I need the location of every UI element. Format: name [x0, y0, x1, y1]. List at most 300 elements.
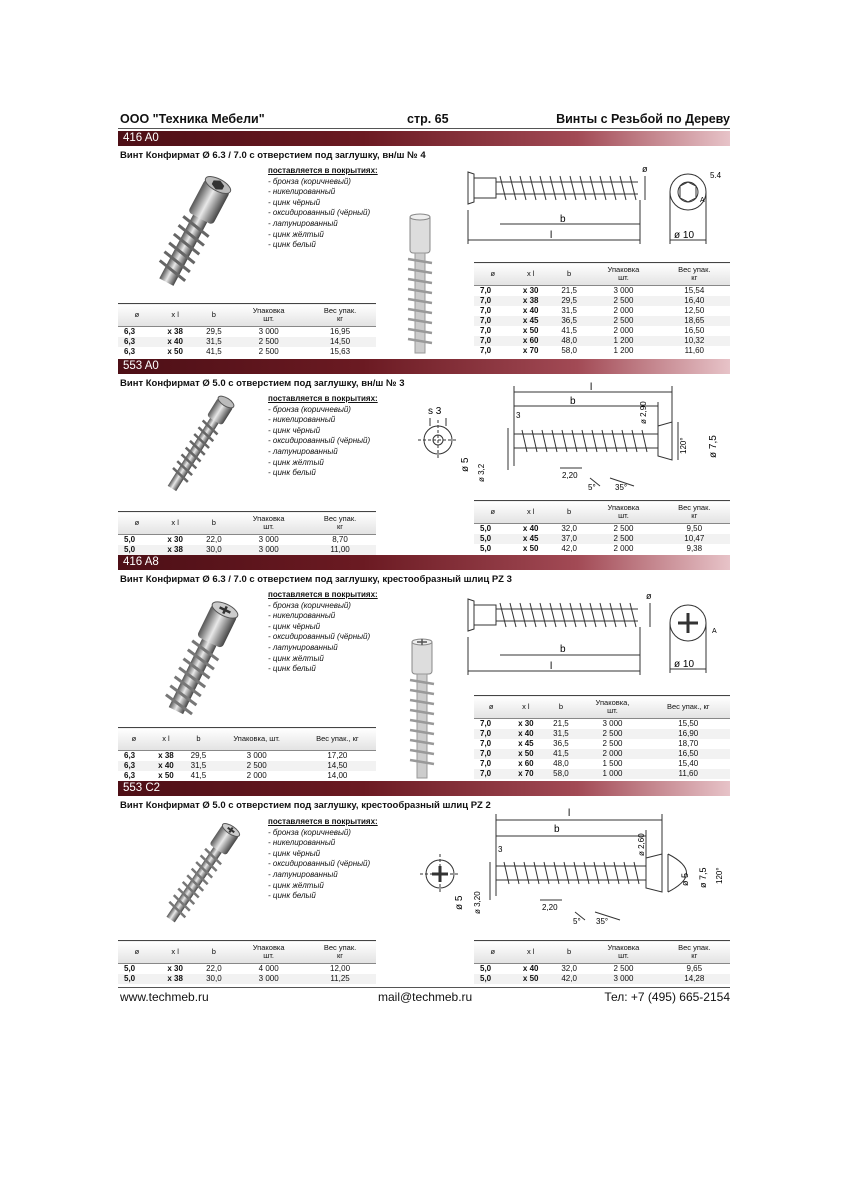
coating-item: - цинк белый [268, 891, 316, 901]
cell-pack: 3 000 [613, 286, 634, 295]
th: Вес упак. кг [304, 512, 376, 535]
coating-item: - оксидированный (чёрный) [268, 632, 371, 642]
th: b [550, 263, 588, 286]
table-row [474, 964, 730, 975]
cell-l: x 40 [522, 306, 539, 315]
th: b [550, 941, 588, 964]
coating-item: - оксидированный (чёрный) [268, 859, 371, 869]
coatings-list-416a8 [268, 590, 378, 675]
table-row [474, 316, 730, 326]
cell-weight: 12,00 [330, 964, 351, 973]
th: Упаковка шт. [588, 941, 658, 964]
dim-d75: ø 7,5 [698, 867, 708, 888]
cell-d: 7,0 [480, 346, 492, 355]
cell-d: 6,3 [124, 751, 136, 760]
cell-d: 6,3 [124, 771, 136, 780]
th: b [550, 501, 588, 524]
footer-website-link[interactable]: www.techmeb.ru [120, 990, 209, 1004]
cell-weight: 11,25 [304, 974, 376, 984]
screw-photo-vertical-416a8 [402, 638, 442, 783]
dim-a35: 35° [615, 483, 628, 492]
coating-item: - никелированный [268, 838, 336, 848]
cell-weight: 18,70 [678, 739, 699, 748]
coatings-list-416a0 [268, 166, 378, 251]
cell-weight: 15,40 [678, 759, 699, 768]
dim-angle: 120° [715, 867, 724, 884]
dim-head: ø 10 [674, 659, 695, 670]
cell-b: 32,0 [561, 964, 577, 973]
cell-pack: 2 500 [233, 337, 304, 347]
cell-pack: 2 500 [579, 729, 647, 739]
coating-item: - цинк жёлтый [268, 229, 324, 239]
cell-d: 7,0 [480, 719, 492, 728]
table-row [474, 524, 730, 535]
dim-d5: ø 5 [460, 457, 471, 472]
dim-3: 3 [498, 845, 503, 854]
cell-pack: 1 200 [588, 336, 658, 346]
coatings-heading: поставляется в покрытиях: [268, 590, 378, 599]
cell-b: 30,0 [195, 545, 234, 555]
coating-item: - бронза (коричневый) [268, 176, 351, 186]
spec-table-553a0-right [474, 500, 730, 554]
cell-l: x 50 [522, 326, 539, 335]
section-title-416a0: Винт Конфирмат Ø 6.3 / 7.0 с отверстием под заглушку, вн/ш № 4 [120, 150, 426, 161]
coating-item: - бронза (коричневый) [268, 827, 351, 837]
coating-item: - цинк жёлтый [268, 653, 324, 663]
cell-d: 7,0 [480, 306, 492, 315]
table-row [474, 534, 730, 544]
cell-l: x 40 [150, 761, 182, 771]
cell-l: x 60 [512, 336, 550, 346]
coating-item: - латунированный [268, 218, 338, 228]
coating-item: - оксидированный (чёрный) [268, 208, 371, 218]
dim-d32: ø 3,20 [473, 891, 482, 914]
table-row [474, 286, 730, 297]
dim-a: A [712, 628, 717, 635]
cell-l: x 30 [167, 535, 183, 544]
coating-item: - цинк чёрный [268, 621, 321, 631]
dim-diameter: ø [646, 591, 652, 601]
screw-photo-553c2 [135, 816, 255, 936]
cell-l: x 60 [518, 759, 534, 768]
table-row [118, 327, 376, 338]
table-row [474, 719, 730, 730]
spec-table-553c2-right [474, 940, 730, 984]
cell-b: 29,5 [206, 327, 222, 336]
dim-l: l [550, 230, 553, 241]
cell-b: 31,5 [195, 337, 234, 347]
cell-pack: 2 000 [613, 306, 634, 315]
coatings-list-553c2 [268, 817, 378, 902]
dim-b: b [560, 644, 566, 655]
table-row [118, 974, 376, 984]
page-number: стр. 65 [407, 112, 449, 126]
cell-d: 5,0 [480, 544, 492, 553]
cell-pack: 2 500 [215, 761, 299, 771]
cell-pack: 2 500 [613, 964, 634, 973]
dim-d5: ø 5 [454, 895, 465, 910]
cell-d: 7,0 [474, 316, 512, 326]
cell-b: 29,5 [190, 751, 207, 760]
technical-drawing-416a8 [460, 585, 730, 680]
th: Упаковка шт. [233, 941, 304, 964]
cell-weight: 9,65 [686, 964, 703, 973]
dim-d29: ø 2,90 [639, 401, 648, 424]
cell-b: 36,5 [553, 739, 569, 748]
cell-pack: 3 000 [258, 327, 279, 336]
dim-a35: 35° [596, 917, 609, 926]
th: x l [512, 263, 550, 286]
section-bar-416a0: 416 A0 [118, 131, 730, 146]
cell-weight: 14,50 [299, 761, 376, 771]
spec-table-553a0-left [118, 511, 376, 555]
table-row [118, 535, 376, 546]
table-row [118, 751, 376, 762]
cell-weight: 10,32 [659, 336, 730, 346]
dim-220: 2,20 [542, 903, 558, 912]
coating-item: - бронза (коричневый) [268, 600, 351, 610]
coating-item: - цинк жёлтый [268, 880, 324, 890]
table-row [118, 771, 376, 781]
cell-l: x 40 [522, 964, 539, 973]
table-row [474, 729, 730, 739]
cell-weight: 15,63 [330, 347, 351, 356]
cell-l: x 38 [156, 974, 195, 984]
cell-b: 31,5 [182, 761, 214, 771]
section-bar-553a0: 553 A0 [118, 359, 730, 374]
th: ø [474, 696, 508, 719]
cell-weight: 9,50 [686, 524, 703, 533]
th: Упаковка, шт. [215, 728, 299, 751]
screw-photo-553a0 [140, 392, 250, 502]
cell-l: x 38 [167, 327, 183, 336]
cell-d: 7,0 [474, 749, 508, 759]
coating-item: - латунированный [268, 642, 338, 652]
cell-pack: 3 000 [246, 751, 267, 760]
cell-pack: 1 500 [602, 759, 623, 768]
dim-a5: 5° [588, 483, 596, 492]
cell-weight: 17,20 [327, 751, 348, 760]
cell-d: 7,0 [480, 759, 492, 768]
cell-b: 29,5 [550, 296, 588, 306]
cell-weight: 16,50 [646, 749, 730, 759]
cell-b: 31,5 [561, 306, 577, 315]
th: Упаковка шт. [233, 304, 304, 327]
cell-b: 58,0 [543, 769, 578, 779]
category-title: Винты с Резьбой по Дереву [556, 112, 730, 126]
cell-pack: 2 000 [246, 771, 267, 780]
technical-drawing-416a0 [460, 160, 730, 260]
th: ø [118, 304, 156, 327]
dim-d5b: ø 5 [680, 872, 690, 886]
th: x l [512, 941, 550, 964]
cell-weight: 18,65 [659, 316, 730, 326]
table-row [474, 306, 730, 316]
th: b [195, 512, 234, 535]
cell-d: 7,0 [480, 739, 492, 748]
dim-b: b [570, 396, 576, 407]
cell-d: 6,3 [124, 347, 136, 356]
th: b [543, 696, 578, 719]
cell-d: 7,0 [474, 729, 508, 739]
cell-l: x 30 [167, 964, 183, 973]
table-row [474, 769, 730, 779]
th: b [195, 304, 234, 327]
cell-l: x 70 [522, 346, 539, 355]
cell-weight: 12,50 [684, 306, 705, 315]
dim-3: 3 [516, 411, 521, 420]
coating-item: - латунированный [268, 869, 338, 879]
coating-item: - никелированный [268, 611, 336, 621]
section-title-553c2: Винт Конфирмат Ø 5.0 с отверстием под заглушку, крестообразный шлиц PZ 2 [120, 800, 491, 811]
cell-b: 21,5 [561, 286, 577, 295]
cell-d: 7,0 [480, 326, 492, 335]
cell-d: 6,3 [124, 327, 136, 336]
cell-pack: 2 000 [613, 544, 634, 553]
table-row [474, 974, 730, 984]
cell-l: x 40 [508, 729, 543, 739]
section-bar-416a8: 416 A8 [118, 555, 730, 570]
cell-weight: 11,00 [304, 545, 376, 555]
cell-d: 5,0 [480, 524, 492, 533]
cell-b: 21,5 [553, 719, 569, 728]
footer-rule [118, 987, 730, 988]
table-row [474, 749, 730, 759]
cell-d: 5,0 [474, 974, 512, 984]
cell-weight: 15,50 [678, 719, 699, 728]
coatings-heading: поставляется в покрытиях: [268, 817, 378, 826]
th: x l [508, 696, 543, 719]
cell-pack: 2 500 [613, 524, 634, 533]
dim-angle: 120° [679, 437, 688, 454]
coating-item: - цинк чёрный [268, 197, 321, 207]
table-row [474, 346, 730, 356]
table-row [474, 326, 730, 336]
coatings-heading: поставляется в покрытиях: [268, 394, 378, 403]
screw-photo-vertical-416a0 [400, 213, 440, 358]
th: ø [118, 512, 156, 535]
cell-b: 42,0 [550, 974, 588, 984]
cell-pack: 3 000 [233, 545, 304, 555]
cell-l: x 38 [158, 751, 174, 760]
th: Упаковка шт. [588, 263, 658, 286]
coating-item: - цинк чёрный [268, 425, 321, 435]
dim-slot: 5.4 [710, 171, 722, 180]
coating-item: - оксидированный (чёрный) [268, 436, 371, 446]
cell-d: 7,0 [480, 286, 492, 295]
footer-email-link[interactable]: mail@techmeb.ru [378, 990, 473, 1004]
dim-d75: ø 7,5 [708, 435, 719, 458]
cell-l: x 50 [522, 544, 539, 553]
th: b [182, 728, 214, 751]
screw-photo-416a8 [125, 592, 255, 717]
table-row [118, 964, 376, 975]
section-title-553a0: Винт Конфирмат Ø 5.0 с отверстием под заглушку, вн/ш № 3 [120, 378, 405, 389]
spec-table-416a0-left [118, 303, 376, 357]
cell-pack: 3 000 [588, 974, 658, 984]
coating-item: - никелированный [268, 187, 336, 197]
cell-l: x 30 [518, 719, 534, 728]
technical-drawing-553c2 [410, 800, 730, 935]
cell-b: 41,5 [543, 749, 578, 759]
cell-b: 48,0 [553, 759, 569, 768]
cell-d: 5,0 [124, 964, 136, 973]
footer-phone: Тел: +7 (495) 665-2154 [604, 990, 730, 1004]
table-row [118, 761, 376, 771]
cell-l: x 38 [512, 296, 550, 306]
th: b [195, 941, 234, 964]
th: ø [474, 263, 512, 286]
dim-a: A [700, 197, 705, 204]
header-rule [118, 128, 730, 129]
th: ø [474, 501, 512, 524]
th: Упаковка шт. [233, 512, 304, 535]
cell-l: x 50 [512, 974, 550, 984]
cell-pack: 3 000 [233, 974, 304, 984]
cell-weight: 16,90 [646, 729, 730, 739]
cell-pack: 2 500 [588, 296, 658, 306]
coating-item: - цинк белый [268, 468, 316, 478]
th: Вес упак. кг [659, 263, 730, 286]
cell-l: x 40 [156, 337, 195, 347]
cell-d: 6,3 [118, 761, 150, 771]
cell-pack: 1 200 [613, 346, 634, 355]
coatings-list-553a0 [268, 394, 378, 479]
cell-l: x 50 [167, 347, 183, 356]
cell-d: 5,0 [474, 534, 512, 544]
cell-d: 7,0 [474, 769, 508, 779]
dim-d32: ø 3,2 [477, 463, 486, 482]
cell-weight: 11,60 [684, 346, 705, 355]
cell-d: 6,3 [118, 337, 156, 347]
cell-pack: 2 500 [602, 739, 623, 748]
cell-pack: 3 000 [258, 535, 279, 544]
cell-b: 41,5 [206, 347, 222, 356]
th: x l [150, 728, 182, 751]
table-row [474, 759, 730, 769]
company-name: ООО "Техника Мебели" [120, 112, 265, 126]
cell-weight: 9,38 [686, 544, 703, 553]
th: ø [118, 941, 156, 964]
cell-l: x 38 [156, 545, 195, 555]
cell-b: 41,5 [190, 771, 207, 780]
coating-item: - цинк жёлтый [268, 457, 324, 467]
cell-pack: 2 000 [579, 749, 647, 759]
th: ø [118, 728, 150, 751]
dim-head: ø 10 [674, 230, 695, 241]
coating-item: - никелированный [268, 415, 336, 425]
coating-item: - бронза (коричневый) [268, 404, 351, 414]
th: x l [512, 501, 550, 524]
spec-table-553c2-left [118, 940, 376, 984]
cell-l: x 50 [508, 749, 543, 759]
th: Упаковка, шт. [579, 696, 647, 719]
cell-pack: 2 500 [258, 347, 279, 356]
th: Вес упак. кг [659, 501, 730, 524]
dim-d26: ø 2,60 [637, 833, 646, 856]
coating-item: - цинк белый [268, 240, 316, 250]
table-row [474, 739, 730, 749]
th: ø [474, 941, 512, 964]
dim-a5: 5° [573, 917, 581, 926]
cell-weight: 11,60 [646, 769, 730, 779]
screw-photo-416a0 [130, 165, 260, 300]
th: Вес упак. кг [304, 941, 376, 964]
cell-l: x 70 [508, 769, 543, 779]
table-row [474, 336, 730, 346]
section-title-416a8: Винт Конфирмат Ø 6.3 / 7.0 с отверстием под заглушку, крестообразный шлиц PZ 3 [120, 574, 512, 585]
cell-pack: 2 500 [588, 534, 658, 544]
dim-b: b [560, 214, 566, 225]
cell-b: 22,0 [206, 535, 222, 544]
cell-b: 58,0 [561, 346, 577, 355]
cell-b: 48,0 [550, 336, 588, 346]
cell-weight: 16,50 [684, 326, 705, 335]
cell-l: x 45 [512, 316, 550, 326]
cell-b: 32,0 [561, 524, 577, 533]
cell-l: x 30 [522, 286, 539, 295]
cell-b: 36,5 [550, 316, 588, 326]
dim-l: l [550, 661, 553, 672]
cell-weight: 14,28 [659, 974, 730, 984]
cell-d: 5,0 [480, 964, 492, 973]
cell-pack: 1 000 [579, 769, 647, 779]
cell-pack: 3 000 [602, 719, 623, 728]
dim-l: l [568, 808, 571, 819]
spec-table-416a8-left [118, 727, 376, 781]
th: Вес упак. кг [304, 304, 376, 327]
dim-s: s 3 [428, 406, 442, 417]
table-row [474, 296, 730, 306]
cell-weight: 10,47 [659, 534, 730, 544]
cell-weight: 16,95 [330, 327, 351, 336]
cell-b: 42,0 [561, 544, 577, 553]
cell-pack: 2 000 [613, 326, 634, 335]
th: x l [156, 941, 195, 964]
table-row [118, 545, 376, 555]
coatings-heading: поставляется в покрытиях: [268, 166, 378, 175]
th: Вес упак., кг [646, 696, 730, 719]
technical-drawing-553a0 [410, 378, 730, 496]
cell-weight: 14,50 [304, 337, 376, 347]
th: Вес упак. кг [659, 941, 730, 964]
dim-diameter: ø [642, 164, 648, 174]
table-row [118, 337, 376, 347]
th: Упаковка шт. [588, 501, 658, 524]
cell-pack: 2 500 [588, 316, 658, 326]
cell-weight: 14,00 [327, 771, 348, 780]
cell-d: 5,0 [118, 974, 156, 984]
cell-l: x 45 [512, 534, 550, 544]
cell-b: 41,5 [561, 326, 577, 335]
spec-table-416a8-right [474, 695, 730, 779]
cell-d: 5,0 [118, 545, 156, 555]
cell-b: 22,0 [206, 964, 222, 973]
cell-b: 37,0 [550, 534, 588, 544]
th: x l [156, 512, 195, 535]
cell-d: 5,0 [124, 535, 136, 544]
cell-d: 7,0 [474, 336, 512, 346]
th: Вес упак., кг [299, 728, 376, 751]
coating-item: - цинк белый [268, 664, 316, 674]
coating-item: - латунированный [268, 446, 338, 456]
cell-l: x 40 [522, 524, 539, 533]
cell-b: 30,0 [195, 974, 234, 984]
cell-l: x 45 [518, 739, 534, 748]
cell-l: x 50 [158, 771, 174, 780]
section-bar-553c2: 553 C2 [118, 781, 730, 796]
cell-weight: 15,54 [684, 286, 705, 295]
